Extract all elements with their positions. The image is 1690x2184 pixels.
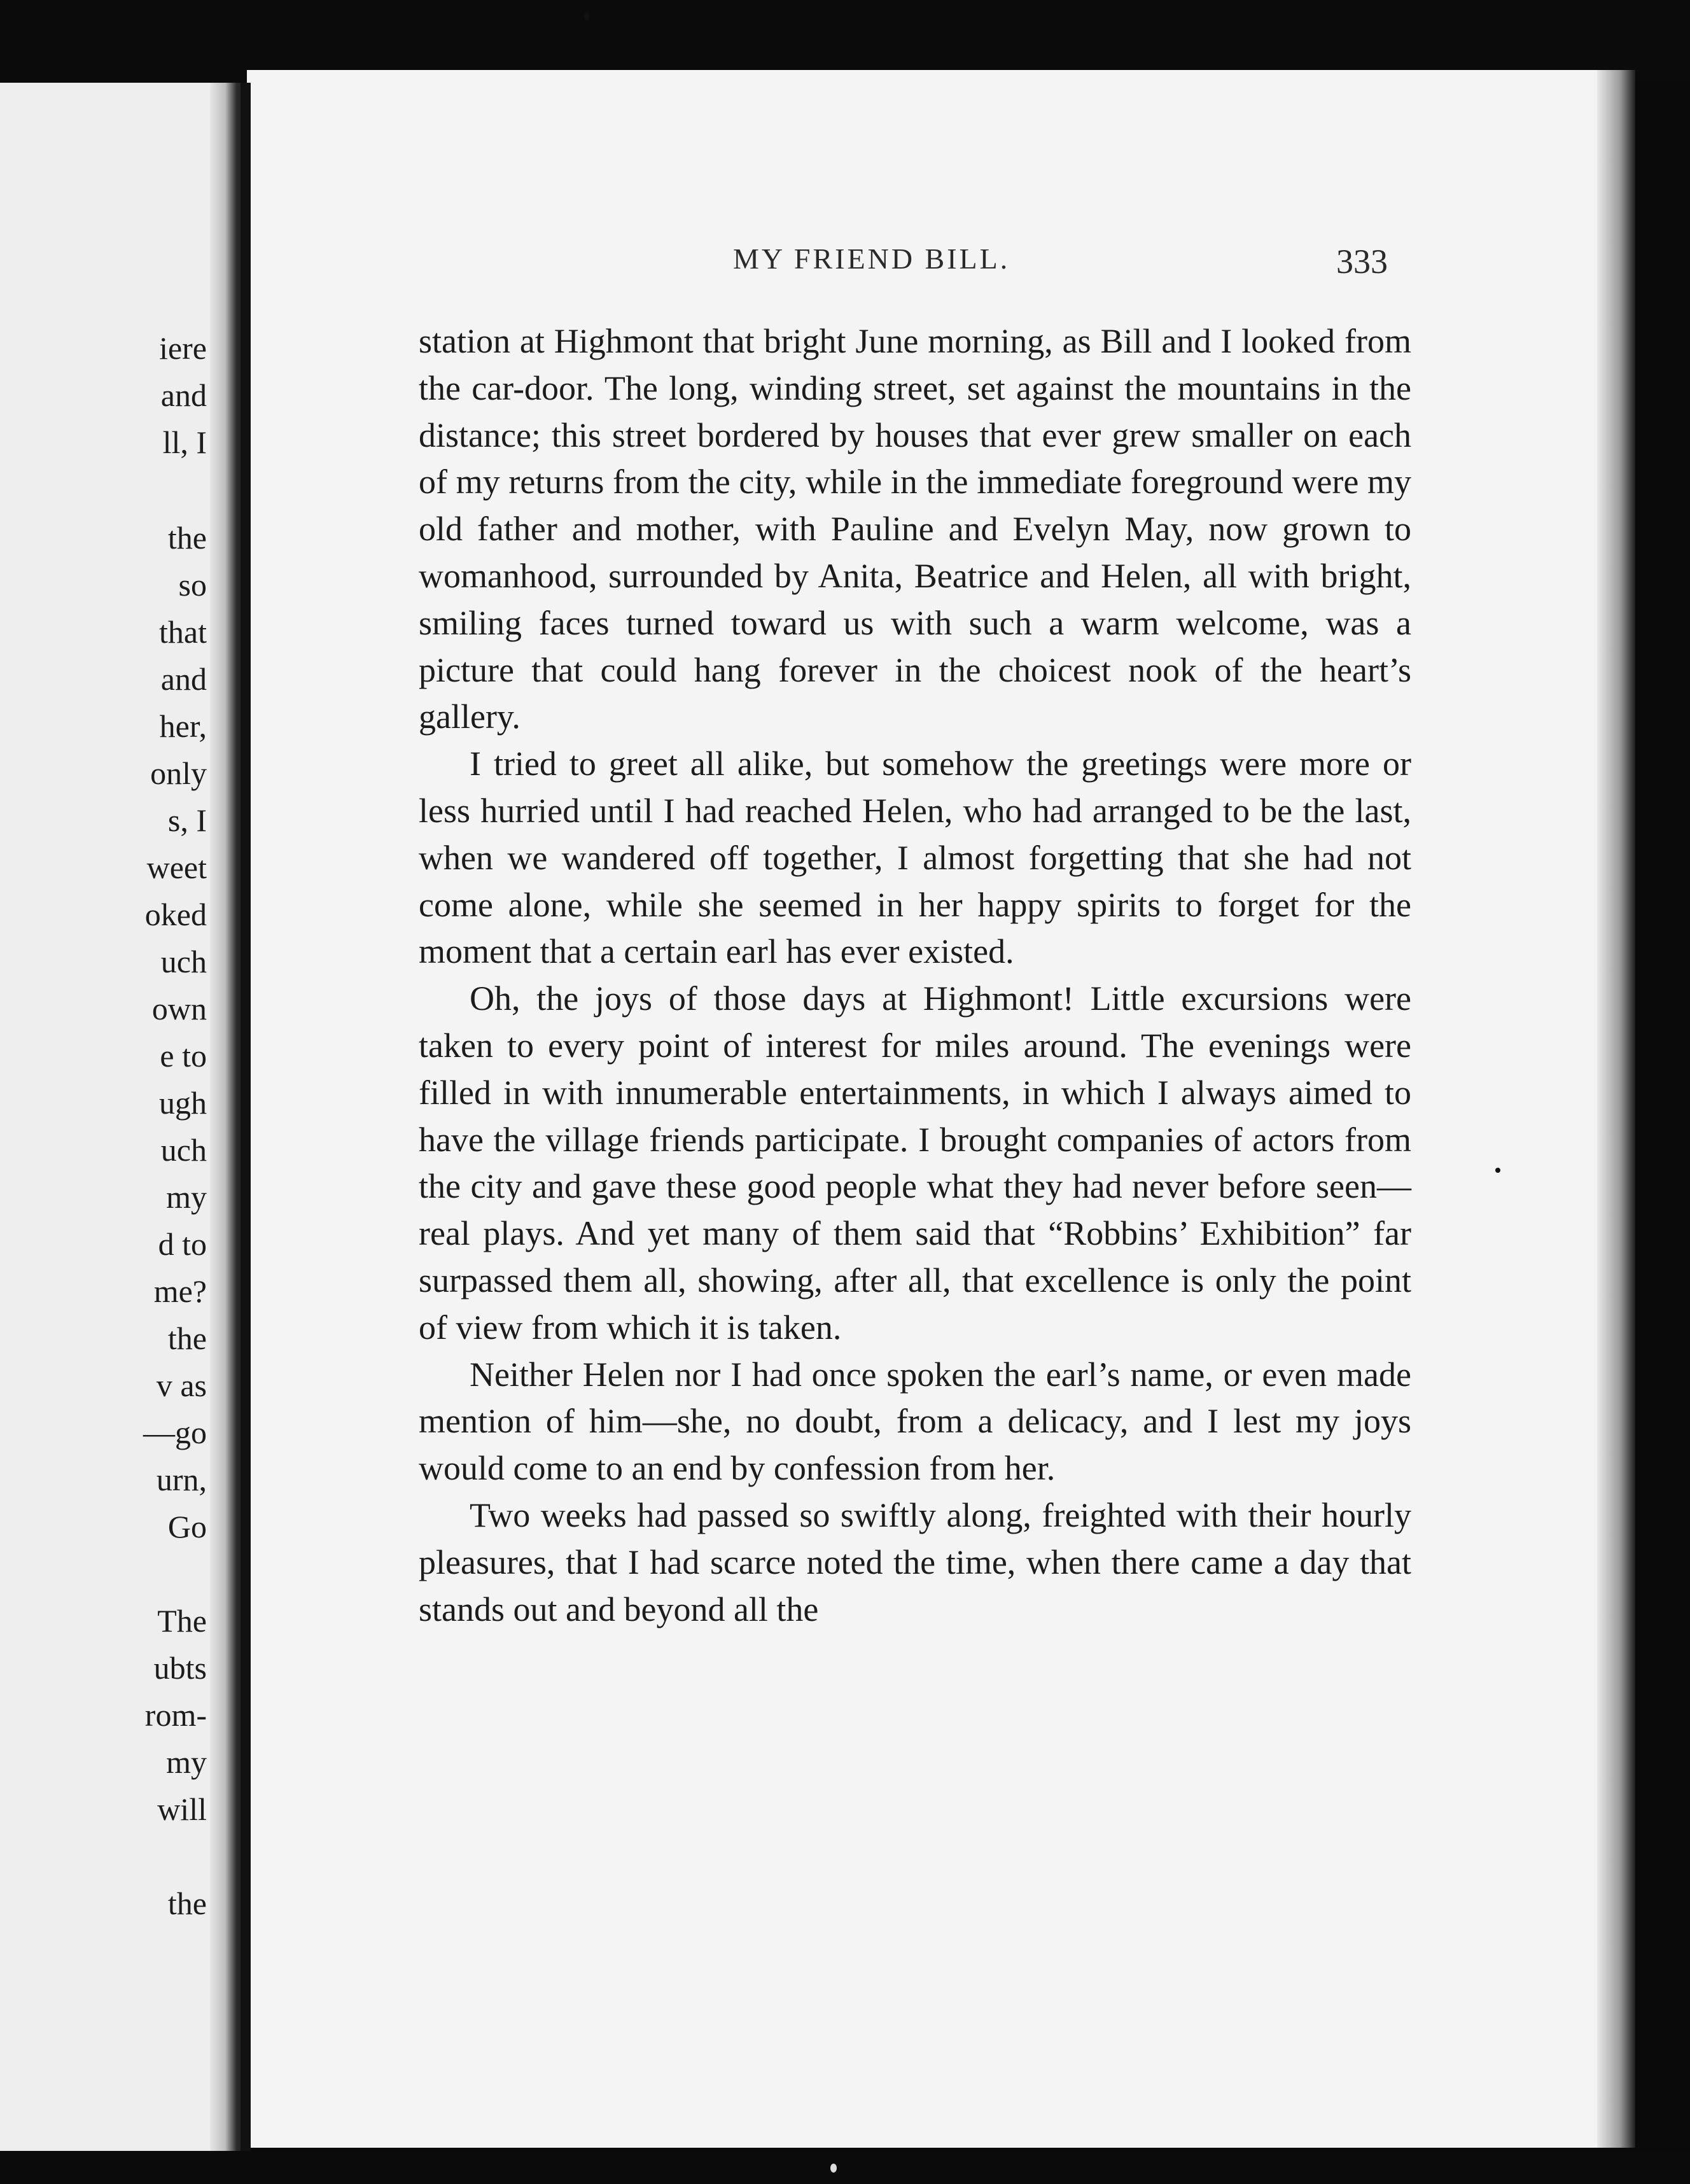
left-page-line: d to [158,1226,207,1262]
left-page-line: oked [144,897,207,932]
left-page-line: so [178,567,207,603]
right-page-edge [1597,70,1635,2148]
paragraph: Oh, the joys of those days at Highmont! Little excursions were taken to every point of interest for miles around. The evenings were filled in with innumerable entertainments, in which I always aimed to have the village friends participate. I brought companies of actors from the city and gave these good people what they had never before seen—real plays. And yet many of them said that “Robbins’ Exhibition” far surpassed them all, showing, after all, that excellence is only the point of view from which it is taken. [419,979,1411,1347]
left-page-line: the [167,1320,207,1356]
left-page-fragment [0,83,226,2151]
left-page-line: the [167,520,207,556]
left-page-line: urn, [156,1462,207,1497]
left-page-line: her, [159,708,207,744]
left-page-line: uch [160,944,207,979]
left-page-line: weet [146,850,207,885]
left-page-line: e to [160,1038,207,1074]
left-page-line: only [150,755,207,791]
paragraph: I tried to greet all alike, but somehow the greetings were more or less hurried until I had reached Helen, who had arranged to be the last, when we wandered off together, I almost forgetting that she had not come alone, while she seemed in her happy spirits to forget for the moment that a certain earl has ever existed. [419,745,1411,971]
left-page-line: uch [160,1132,207,1168]
left-page-line: and [160,377,207,413]
book-spine-shadow [241,83,251,2151]
paragraph: Two weeks had passed so swiftly along, freighted with their hourly pleasures, that I had scarce noted the time, when there came a day that stands out and beyond all the [419,1495,1411,1628]
body-text [419,318,1411,1633]
left-page-line: and [160,661,207,697]
running-head: MY FRIEND BILL. [733,242,1010,275]
left-page-line: my [166,1744,207,1780]
left-page-line: —go [143,1415,207,1450]
left-page-line: ugh [159,1085,207,1121]
left-page-line: me? [153,1273,207,1309]
scan-speck [1495,1168,1500,1173]
scan-border-bottom [0,2151,1690,2184]
left-page-line: v as [156,1368,207,1403]
paragraph: Neither Helen nor I had once spoken the earl’s name, or even made mention of him—she, no doubt, from a delicacy, and I lest my joys would come to an end by confession from her. [419,1355,1411,1488]
left-page-line: ll, I [162,424,207,460]
left-page-line: rom- [144,1697,207,1733]
page-number: 333 [1336,242,1388,281]
left-page-line: s, I [167,802,207,838]
scan-speck [830,2164,837,2173]
left-page-line: iere [159,330,207,366]
left-page-line: will [157,1791,207,1827]
left-page-line: my [166,1179,207,1215]
left-page-line: the [167,1886,207,1921]
paragraph: station at Highmont that bright June morning, as Bill and I looked from the car-door. The long, winding street, set against the mountains in the distance; this street bordered by houses that ever grew smaller on each of my returns from the city, while in the immediate foreground were my old father and mother, with Pauline and Evelyn May, now grown to womanhood, surrounded by Anita, Beatrice and Helen, all with bright, smiling faces turned toward us with such a warm welcome, was a picture that could hang forever in the choicest nook of the heart’s gallery. [419,322,1411,736]
left-page-line: that [159,614,207,650]
left-page-line: own [151,991,207,1026]
left-page-line: ubts [153,1650,207,1686]
scan-speck [584,13,589,20]
left-page-line: The [157,1603,207,1639]
left-page-line: Go [167,1509,207,1544]
